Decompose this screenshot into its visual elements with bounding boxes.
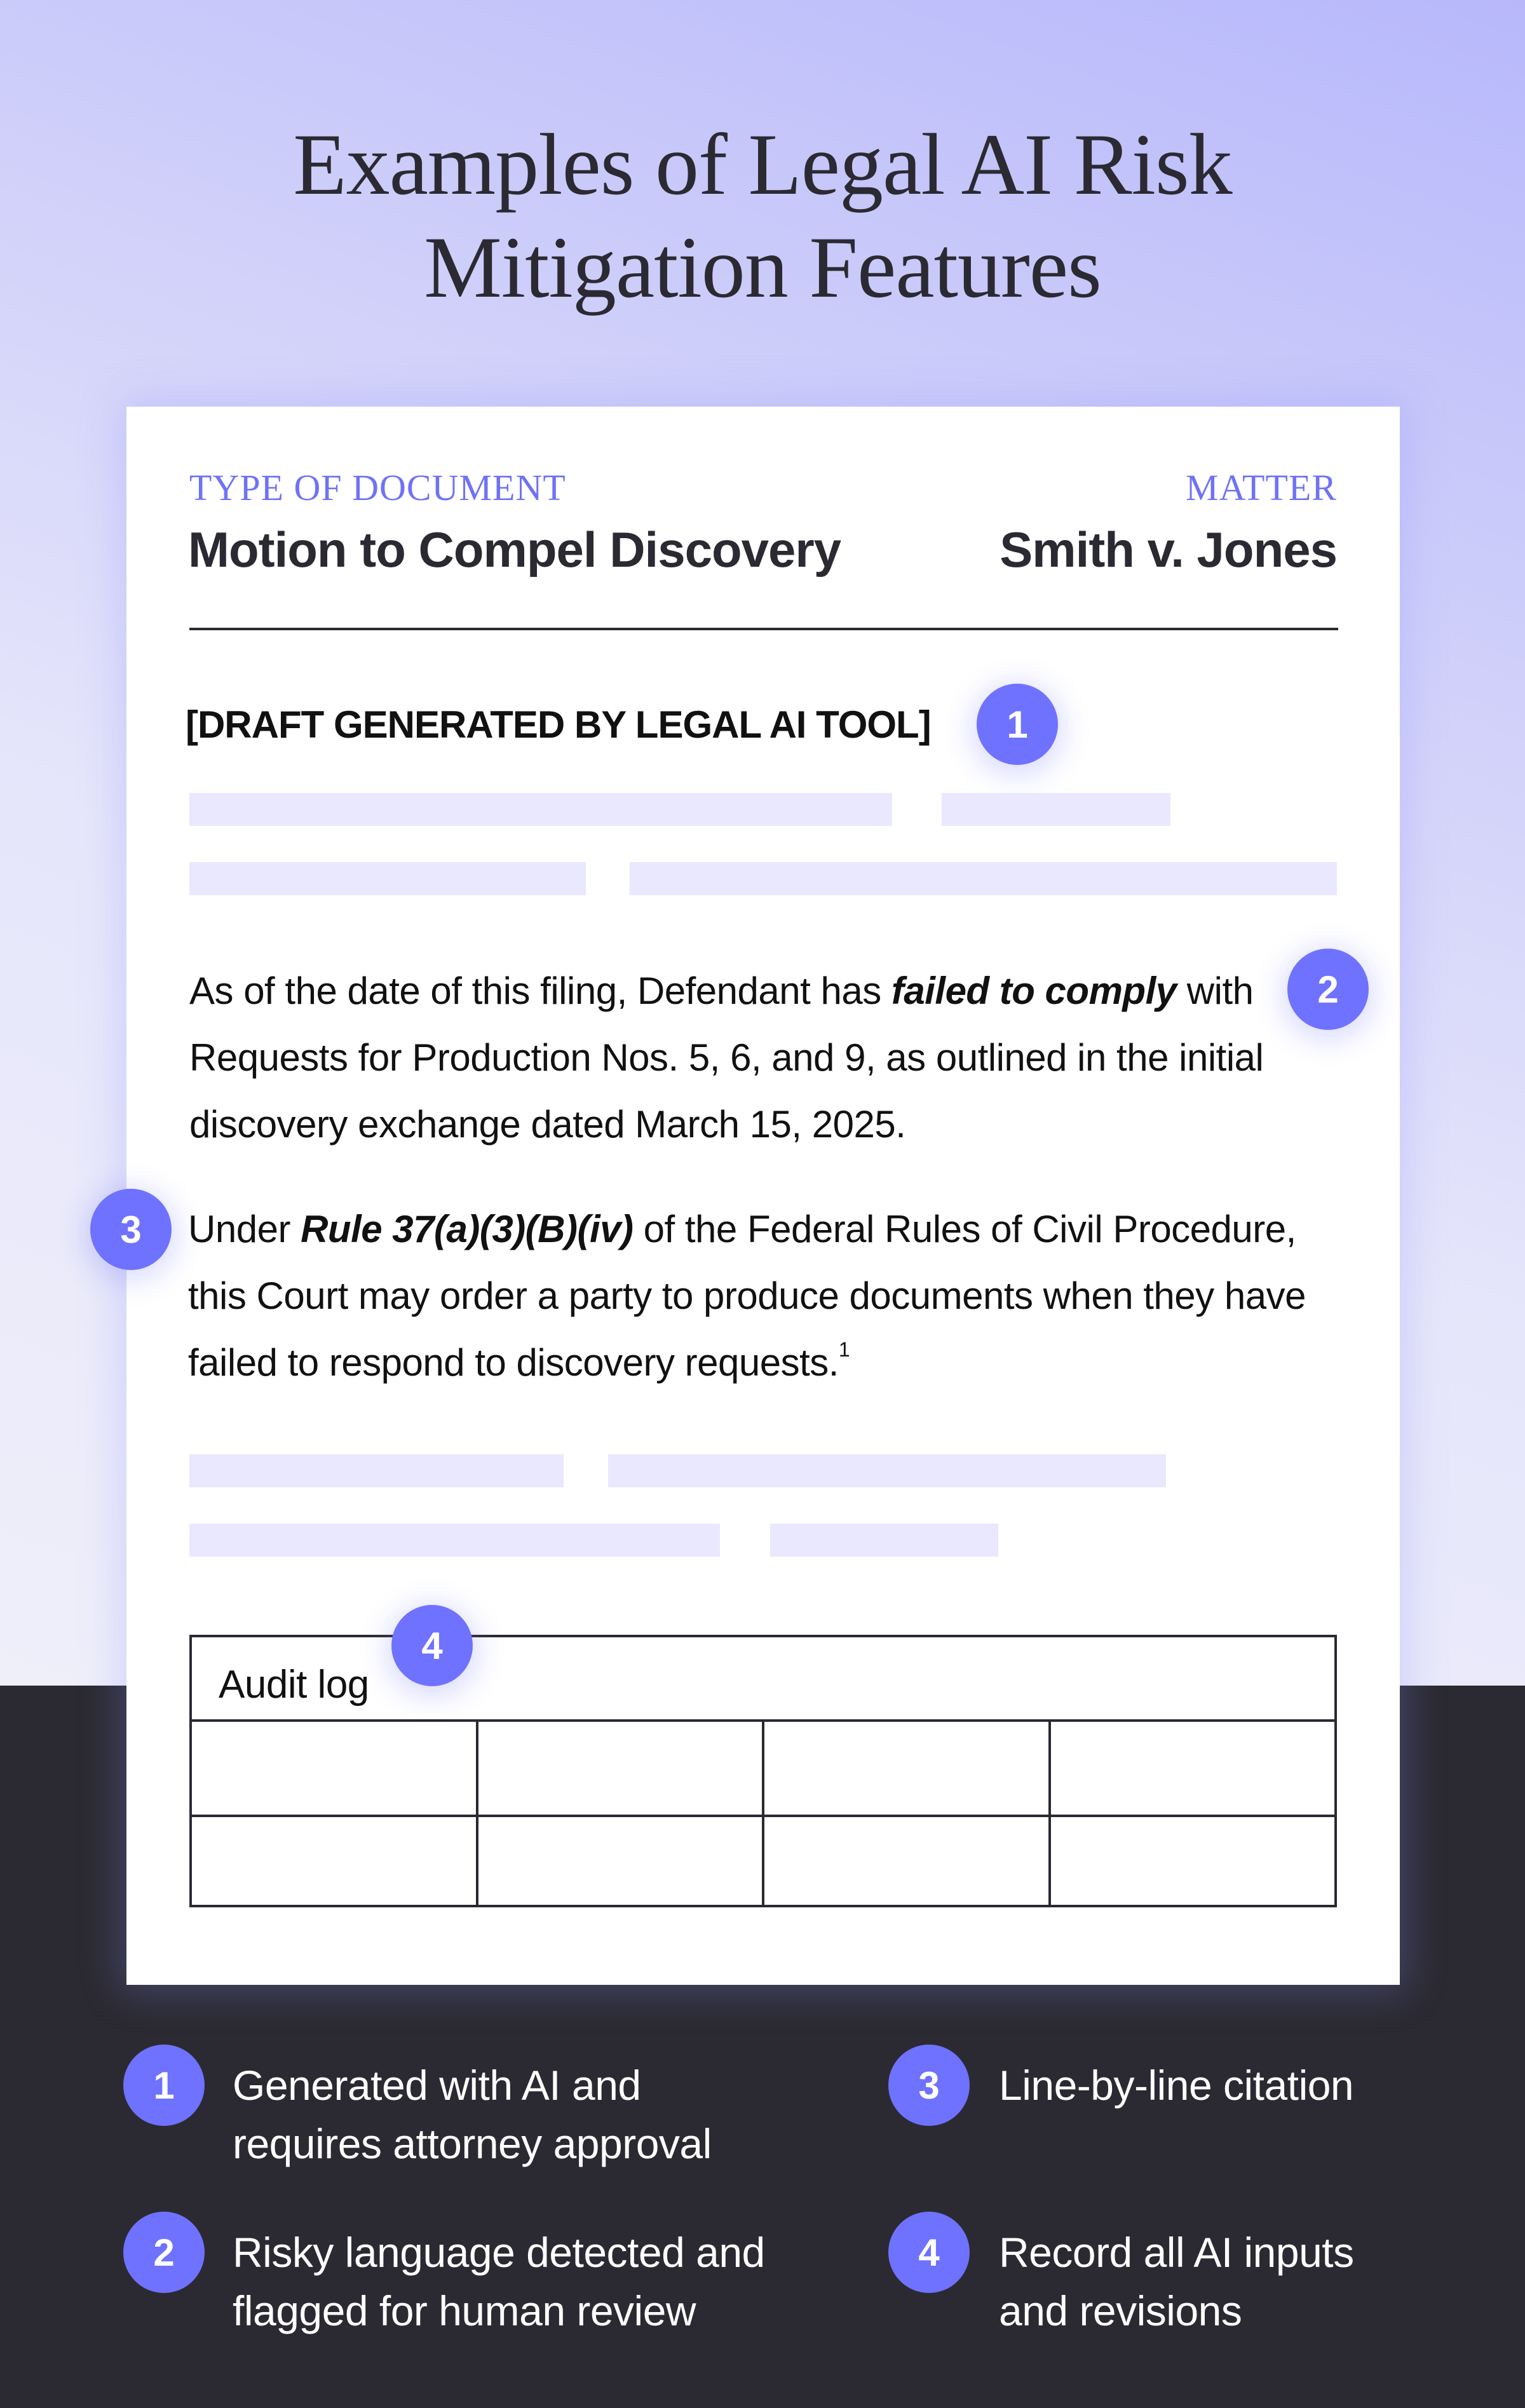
legend-text-line: and revisions bbox=[999, 2287, 1242, 2334]
table-cell bbox=[762, 1722, 1048, 1815]
legend-text-line: requires attorney approval bbox=[233, 2120, 712, 2167]
table-cell bbox=[1048, 1722, 1335, 1815]
page-title bbox=[0, 113, 1525, 319]
placeholder-line bbox=[770, 1524, 998, 1557]
legend-item-3 bbox=[999, 2056, 1353, 2114]
legend-badge-2: 2 bbox=[123, 2212, 205, 2293]
table-cell bbox=[192, 1817, 476, 1907]
badge-1: 1 bbox=[977, 684, 1058, 765]
table-row bbox=[192, 1815, 1334, 1907]
legend-text-line: Generated with AI and bbox=[233, 2062, 641, 2109]
paragraph-text: with Requests for Production Nos. 5, 6, and 9, as outlined in the initial discovery exchange dated March 15, 2025. bbox=[189, 970, 1264, 1146]
paragraph-text: of the Federal Rules of Civil Procedure, this Court may order a party to produce documents when they have failed to respond to discovery requests. bbox=[188, 1208, 1306, 1384]
legend-text-line: flagged for human review bbox=[233, 2287, 696, 2334]
table-cell bbox=[476, 1817, 762, 1907]
footnote-marker[interactable]: 1 bbox=[838, 1338, 850, 1361]
placeholder-line bbox=[942, 793, 1170, 826]
document-type-value: Motion to Compel Discovery bbox=[188, 522, 841, 578]
placeholder-line bbox=[189, 1524, 720, 1557]
legend-item-2 bbox=[233, 2223, 765, 2340]
legend-badge-4: 4 bbox=[888, 2212, 970, 2293]
table-cell bbox=[762, 1817, 1048, 1907]
paragraph-risky-language bbox=[189, 957, 1308, 1158]
badge-4: 4 bbox=[391, 1605, 473, 1686]
audit-log-header bbox=[192, 1637, 1334, 1722]
audit-log-title: Audit log bbox=[219, 1663, 369, 1707]
draft-disclaimer: [DRAFT GENERATED BY LEGAL AI TOOL] bbox=[186, 703, 931, 746]
placeholder-line bbox=[630, 862, 1337, 895]
placeholder-line bbox=[189, 793, 892, 826]
audit-log-table bbox=[189, 1635, 1337, 1907]
paragraph-text: As of the date of this filing, Defendant has bbox=[189, 970, 891, 1012]
paragraph-text: Under bbox=[188, 1208, 301, 1250]
header-divider bbox=[189, 628, 1338, 630]
placeholder-line bbox=[608, 1454, 1166, 1487]
legend-item-1 bbox=[233, 2056, 712, 2173]
matter-label: MATTER bbox=[1186, 467, 1337, 508]
legend-text-line: Line-by-line citation bbox=[999, 2062, 1354, 2109]
title-line-1: Examples of Legal AI Risk bbox=[293, 116, 1232, 213]
table-cell bbox=[476, 1722, 762, 1815]
legend-item-4 bbox=[999, 2223, 1354, 2340]
placeholder-line bbox=[189, 862, 586, 895]
legend-text-line: Record all AI inputs bbox=[999, 2229, 1354, 2276]
table-cell bbox=[1048, 1817, 1335, 1907]
table-row bbox=[192, 1722, 1334, 1815]
title-line-2: Mitigation Features bbox=[424, 219, 1101, 316]
table-cell bbox=[192, 1722, 476, 1815]
legend-badge-1: 1 bbox=[123, 2045, 205, 2126]
legend-text-line: Risky language detected and bbox=[233, 2229, 765, 2276]
legend-badge-3: 3 bbox=[888, 2045, 970, 2126]
badge-2: 2 bbox=[1287, 949, 1369, 1030]
document-type-label: TYPE OF DOCUMENT bbox=[189, 467, 566, 508]
placeholder-line bbox=[189, 1454, 564, 1487]
flagged-phrase[interactable]: failed to comply bbox=[891, 970, 1177, 1012]
matter-value: Smith v. Jones bbox=[1000, 522, 1337, 578]
citation-link[interactable]: Rule 37(a)(3)(B)(iv) bbox=[301, 1208, 634, 1250]
paragraph-citation bbox=[188, 1196, 1357, 1396]
badge-3: 3 bbox=[90, 1189, 172, 1270]
